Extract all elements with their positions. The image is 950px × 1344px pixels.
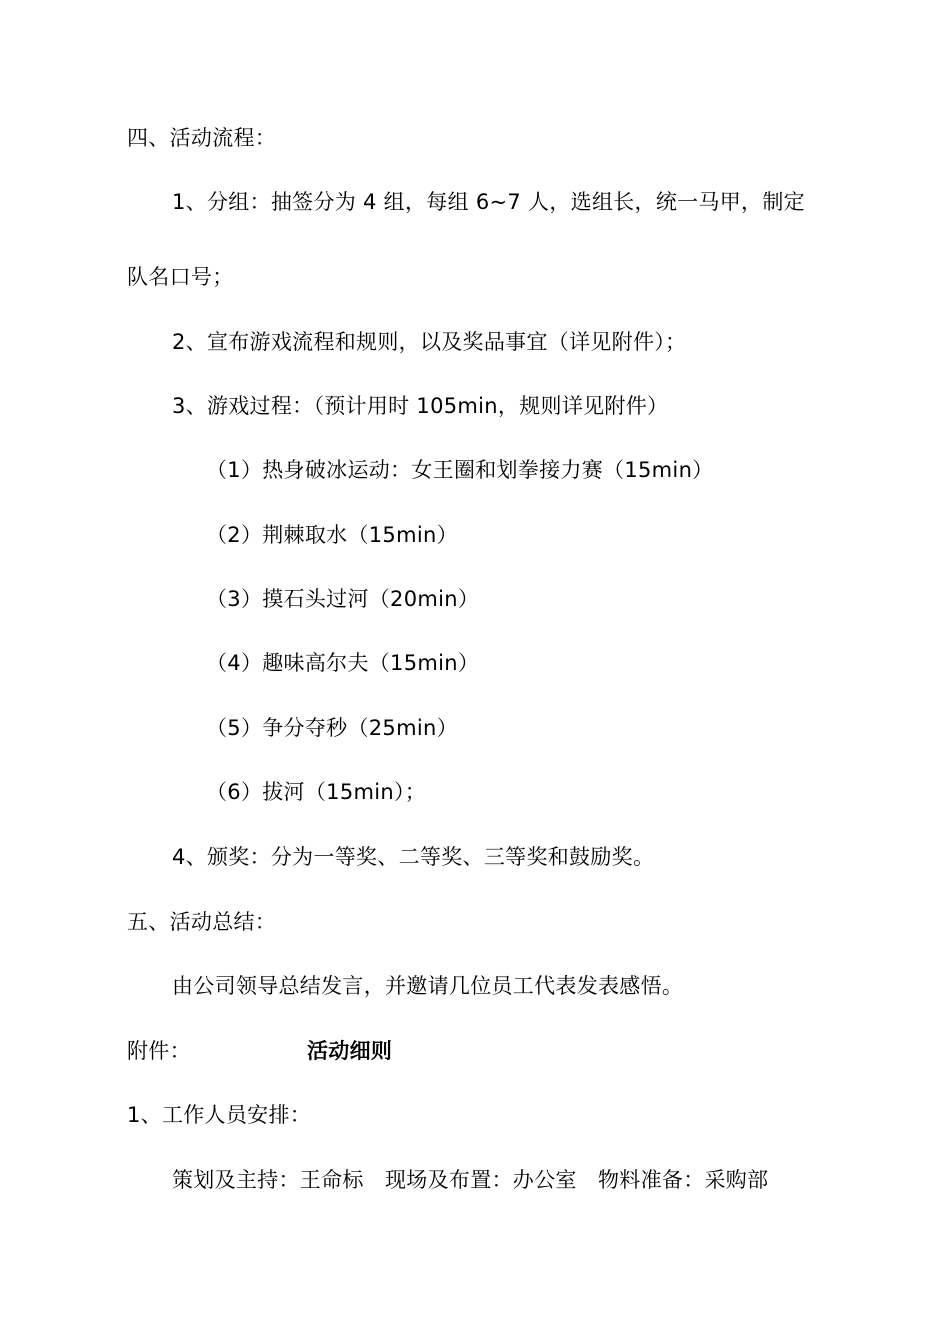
attachment-title: 活动细则: [307, 1039, 393, 1063]
section5-heading: 五、活动总结：: [127, 910, 277, 934]
game-item-4: （4）趣味高尔夫（15min）: [206, 651, 480, 675]
game-item-5: （5）争分夺秒（25min）: [206, 716, 458, 740]
attach-item1-body: 策划及主持：王命标 现场及布置：办公室 物料准备：采购部: [172, 1168, 769, 1192]
item1-line1: 1、分组：抽签分为 4 组，每组 6~7 人，选组长，统一马甲，制定: [172, 190, 805, 214]
item1-line2: 队名口号；: [127, 265, 234, 289]
attachment-label: 附件：: [127, 1039, 191, 1063]
item3: 3、游戏过程：（预计用时 105min，规则详见附件）: [172, 394, 669, 418]
section4-heading: 四、活动流程：: [127, 126, 277, 150]
section5-body: 由公司领导总结发言，并邀请几位员工代表发表感悟。: [172, 974, 684, 998]
game-item-1: （1）热身破冰运动：女王圈和划拳接力赛（15min）: [206, 458, 714, 482]
item2: 2、宣布游戏流程和规则，以及奖品事宜（详见附件）；: [172, 330, 687, 354]
game-item-2: （2）荆棘取水（15min）: [206, 523, 458, 547]
attach-item1: 1、工作人员安排：: [127, 1103, 312, 1127]
game-item-3: （3）摸石头过河（20min）: [206, 587, 480, 611]
item4: 4、颁奖：分为一等奖、二等奖、三等奖和鼓励奖。: [172, 845, 655, 869]
game-item-6: （6）拔河（15min）；: [206, 780, 427, 804]
